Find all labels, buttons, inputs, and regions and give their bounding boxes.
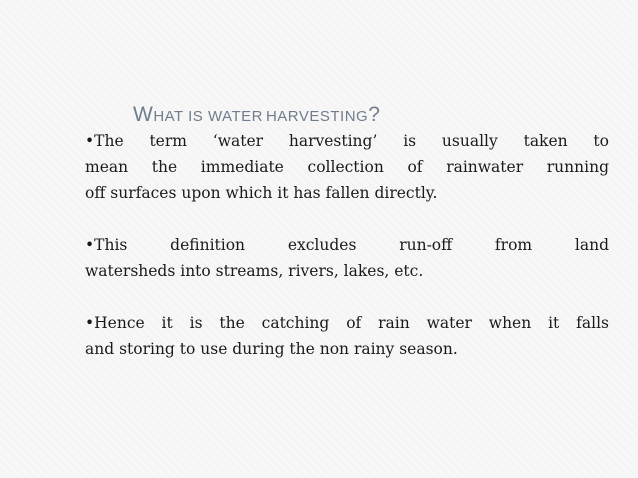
- paragraph-1: [85, 128, 609, 206]
- paragraph-line: •Hence it is the catching of rain water when it falls: [85, 314, 609, 332]
- paragraph-3: [85, 310, 609, 362]
- paragraph-line: mean the immediate collection of rainwater running: [85, 158, 609, 176]
- paragraph-line: •This definition excludes run-off from land: [85, 236, 609, 254]
- title-initial: W: [133, 103, 154, 126]
- slide-title: [133, 92, 553, 129]
- title-part-2: WATER: [207, 108, 263, 125]
- title-part-1: HAT IS: [153, 108, 208, 125]
- paragraph-line: •The term ‘water harvesting’ is usually taken to: [85, 132, 609, 150]
- title-question-mark: ?: [368, 103, 381, 126]
- title-part-3: HARVESTING: [265, 108, 369, 125]
- paragraph-line: watersheds into streams, rivers, lakes, etc.: [85, 262, 424, 280]
- paragraph-2: [85, 232, 609, 284]
- paragraph-line: and storing to use during the non rainy season.: [85, 340, 458, 358]
- slide-body: [85, 128, 609, 388]
- paragraph-line: off surfaces upon which it has fallen directly.: [85, 184, 438, 202]
